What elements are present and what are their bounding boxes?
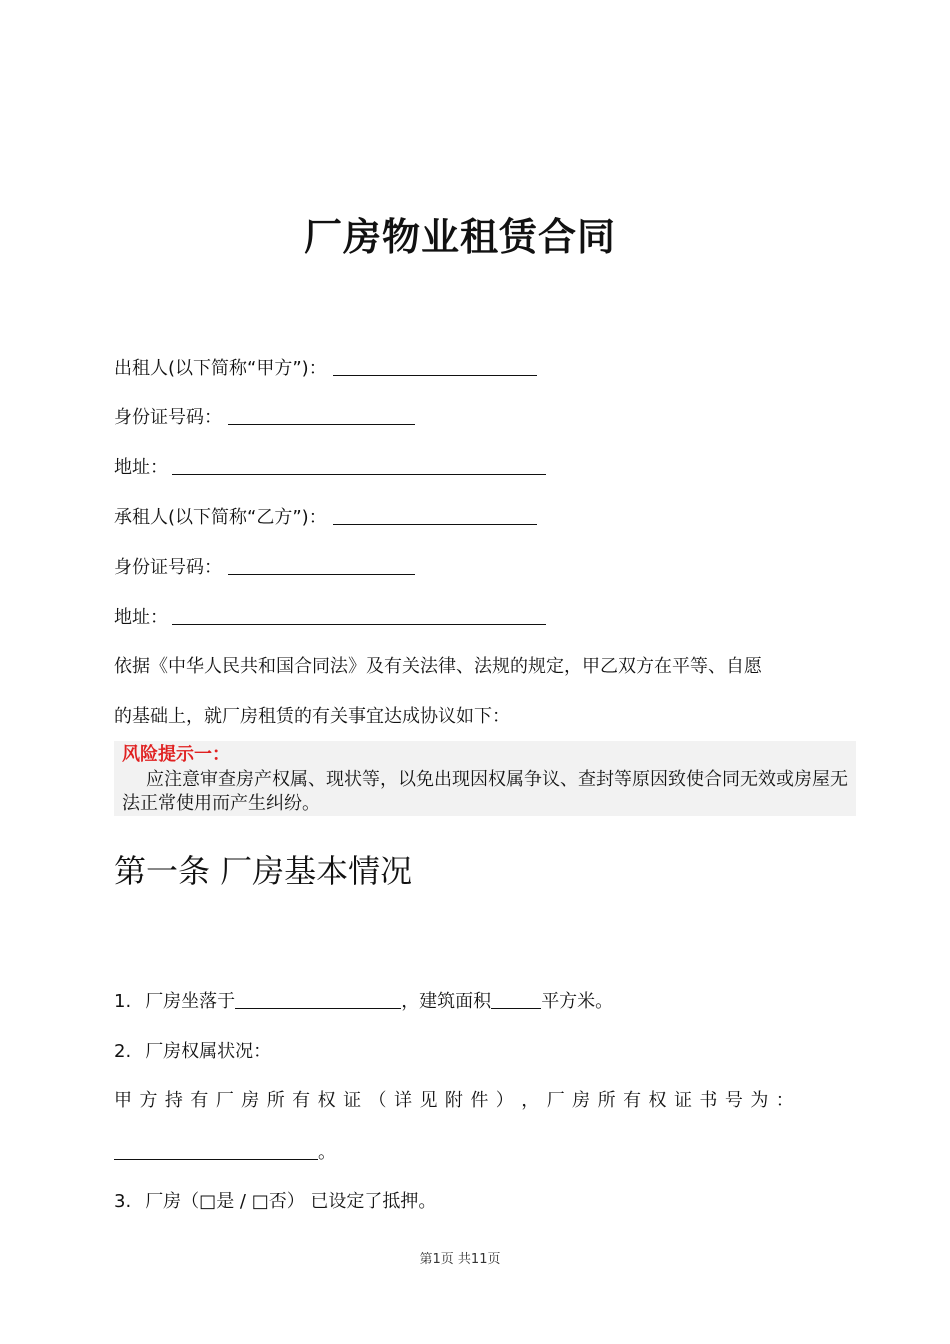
ownership-char: 所: [266, 1090, 285, 1111]
ownership-char: 详: [393, 1090, 412, 1111]
party-b-name-blank[interactable]: [333, 506, 537, 525]
party-b-label: 承租人(以下简称“乙方”)：: [114, 507, 327, 528]
ownership-char: 号: [724, 1090, 743, 1111]
party-b-id-line: [114, 556, 415, 580]
item-3-text: 厂房（□是 / □否） 已设定了抵押。: [145, 1191, 437, 1212]
party-a-label: 出租人(以下简称“甲方”)：: [114, 358, 327, 379]
ownership-char: 为: [750, 1090, 769, 1111]
item-1-number: 1.: [114, 991, 132, 1012]
ownership-char: 厂: [546, 1090, 565, 1111]
ownership-char: 有: [292, 1090, 311, 1111]
ownership-char: ）: [495, 1090, 514, 1111]
ownership-char: 持: [164, 1090, 183, 1111]
ownership-char: 权: [648, 1090, 667, 1111]
party-a-line: [114, 357, 537, 381]
ownership-char: 甲: [114, 1090, 132, 1111]
risk-notice-text: 应注意审查房产权属、现状等，以免出现因权属争议、查封等原因致使合同无效或房屋无法正常使用而产生纠纷。: [122, 769, 848, 814]
ownership-certificate-line: [114, 1089, 794, 1113]
party-a-address-label: 地址：: [114, 457, 168, 478]
item-2-number: 2.: [114, 1041, 132, 1062]
page-footer: 第1页 共11页: [419, 1252, 501, 1267]
party-b-id-blank[interactable]: [228, 556, 415, 575]
ownership-char: 附: [444, 1090, 463, 1111]
article-1-item-1: [114, 990, 613, 1014]
party-a-address-line: [114, 456, 546, 480]
item-3-number: 3.: [114, 1191, 132, 1212]
party-b-id-label: 身份证号码：: [114, 557, 222, 578]
location-blank[interactable]: [235, 990, 401, 1009]
intro-line-1: 依据《中华人民共和国合同法》及有关法律、法规的规定，甲乙双方在平等、自愿: [114, 656, 762, 677]
ownership-char: ：: [775, 1090, 794, 1111]
ownership-char: 见: [419, 1090, 438, 1111]
ownership-char: 所: [597, 1090, 616, 1111]
page-title: 厂房物业租赁合同: [303, 215, 616, 259]
party-a-id-label: 身份证号码：: [114, 407, 222, 428]
party-a-address-blank[interactable]: [172, 456, 546, 475]
party-a-id-line: [114, 406, 415, 430]
ownership-char: 房: [572, 1090, 591, 1111]
item-2-text: 厂房权属状况：: [145, 1041, 272, 1062]
ownership-char: 证: [673, 1090, 692, 1111]
ownership-char: 证: [343, 1090, 362, 1111]
ownership-char: 方: [139, 1090, 158, 1111]
party-b-address-line: [114, 606, 546, 630]
party-a-name-blank[interactable]: [333, 357, 537, 376]
certificate-number-line: [114, 1141, 336, 1165]
intro-line-2: 的基础上，就厂房租赁的有关事宜达成协议如下：: [114, 706, 510, 727]
item-1-middle: ，建筑面积: [401, 991, 492, 1012]
risk-notice-title: 风险提示一：: [122, 744, 230, 765]
article-1-item-2: [114, 1040, 271, 1064]
ownership-char: 房: [241, 1090, 260, 1111]
party-a-id-blank[interactable]: [228, 406, 415, 425]
ownership-char: 厂: [215, 1090, 234, 1111]
ownership-char: 有: [190, 1090, 209, 1111]
area-blank[interactable]: [491, 990, 541, 1009]
party-b-line: [114, 506, 537, 530]
article-1-heading: 第一条 厂房基本情况: [114, 852, 413, 890]
article-1-item-3: [114, 1190, 436, 1214]
certificate-number-end: 。: [318, 1142, 336, 1163]
item-1-prefix: 厂房坐落于: [145, 991, 236, 1012]
ownership-char: 书: [699, 1090, 718, 1111]
ownership-char: 权: [317, 1090, 336, 1111]
ownership-char: ，: [521, 1090, 540, 1111]
party-b-address-blank[interactable]: [172, 606, 546, 625]
certificate-number-blank[interactable]: [114, 1141, 318, 1160]
ownership-char: 有: [623, 1090, 642, 1111]
party-b-address-label: 地址：: [114, 607, 168, 628]
ownership-char: 件: [470, 1090, 489, 1111]
ownership-char: （: [368, 1090, 387, 1111]
item-1-suffix: 平方米。: [541, 991, 614, 1012]
